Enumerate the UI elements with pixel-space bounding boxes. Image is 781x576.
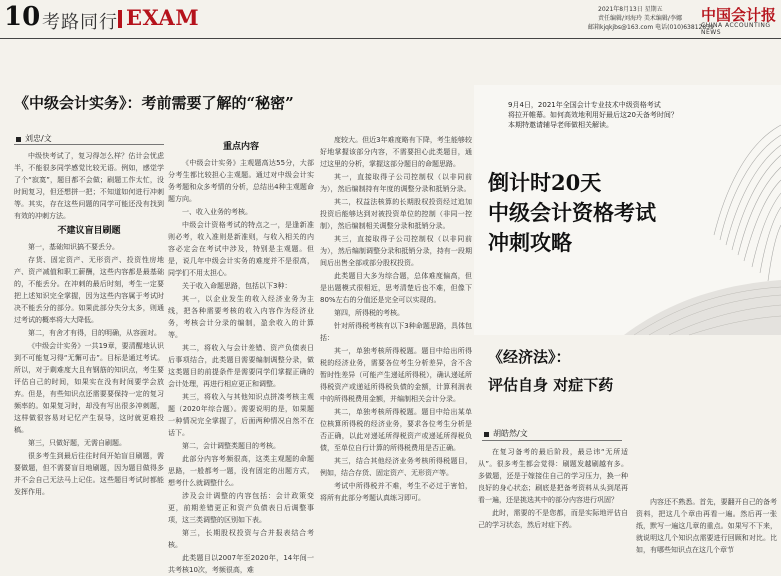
paragraph: 《中级会计实务》主观题高达55分，大部分考生都比较担心主观题。通过对中级会计实务考题和众多考情的分析，总结出4种主观题命题方向。 [168, 159, 314, 203]
section-heading: 重点内容 [222, 142, 259, 152]
paragraph: 其二，权益法核算的长期股权投资经过追加投资后能够达到对被投资单位的控制（非同一控制），然后编制相关调整分录和抵销分录。 [320, 198, 472, 230]
section-name-en: EXAM [126, 5, 200, 30]
paragraph: 关于收入命题思路，包括以下3种： [182, 282, 292, 290]
paragraph: 第三，只做好题，无需自刷题。 [28, 439, 126, 447]
paragraph: 《中级会计实务》一共19章，要清醒地认识到不可能复习得“无懈可击”。目标是通过考试。所以，对于剩难度大且有钢筋的知识点，考生要评估自己的时间，如果实在没有时间要学会放弃。但是，有些知识点还需要要保持一定的复习频率的。如果复习时，却没有写出很多冲刺题，这样做很容易对记忆产生误导，这时就更难投稿。 [14, 342, 164, 434]
byline-rule [482, 440, 622, 441]
newspaper-logo: 中国会计报 [701, 6, 777, 24]
article1-column-1 [14, 150, 164, 564]
paragraph: 针对所得税考核有以下3种命题思路，具体包括： [320, 322, 472, 342]
section-heading: 不建议盲目刷题 [57, 226, 121, 236]
article3-title: 《经济法》： [488, 348, 571, 366]
paragraph: 其三，将收入与其他知识点拼凑考核主观题（2020年综合题）。需要说明的是，如果题一种情况完全掌握了，后面两种情况自然不在话下。 [168, 393, 314, 437]
paragraph: 很多考生到最后往往时间开始盲目刷题，需要做题，但不需要盲目地刷题，因为题目做得多并不会自己无法马上记住。这些题目考试时都能发挥作用。 [14, 452, 164, 496]
contact-line: 邮箱kjqkjbs@163.com 电话(010)63812839 [588, 24, 714, 31]
byline-rule [14, 144, 164, 145]
paragraph: 其一，直接取得子公司控制权（以非同前为），然后编制持有年度的调整分录和抵销分录。 [320, 173, 472, 193]
paragraph: 第二，会计调整类题目的考核。 [182, 442, 280, 450]
paragraph: 考试中所得税并不难，考生不必过于害怕，将所有此部分考题认真练习即可。 [320, 482, 472, 502]
paragraph: 此类题目大多为综合题，总体难度偏高，但是出题模式很相近，思考清楚后也不难，但像下80%左右的分值还是完全可以实现的。 [320, 272, 472, 304]
section-name: 考路同行 [42, 12, 118, 33]
newspaper-logo-en: CHINA ACCOUNTING NEWS [701, 22, 771, 36]
paragraph: 其二，将收入与会计差错、资产负债表日后事项结合，此类题目需要编制调整分录，做这类题目的前提条件是需要同学们掌握正确的会计处理，再进行相应更正和调整。 [168, 344, 314, 388]
article3-byline: 胡皓然/文 [493, 429, 528, 438]
section-divider-bar [118, 10, 122, 28]
page-number: 10 [4, 2, 41, 32]
byline-square-icon [16, 137, 21, 142]
paragraph: 其一，以企业发生的收入经济业务为主线，把各种需要考核的收入内容作为经济业务，考核会计分录的编制，盈余收入的计算等。 [168, 295, 314, 339]
issue-date: 2021年8月13日 星期五 [598, 6, 663, 13]
article3-column-2 [636, 496, 777, 564]
paragraph: 第四，所得税的考核。 [334, 309, 404, 317]
paragraph: 一、收入业务的考核。 [182, 208, 252, 216]
paragraph: 内容还不熟悉。首先，要翻开自己的备考资料，把这几个章由再看一遍。然后再一张纸，默写一遍这几章的重点。如果写不下来，就说明这几个知识点需要进行回顾和对比。比如，有哪些知识点在这几个章节 [636, 498, 777, 554]
article1-title: 《中级会计实务》：考前需要了解的“秘密” [14, 94, 294, 112]
paragraph: 度较大。但近3年难度略有下降，考生能够较好地掌握该部分内容，不需要担心此类题目，通过这里的分析，掌握这部分题目的命题思路。 [320, 136, 472, 168]
paragraph: 中级会计资格考试的特点之一，是逢新准则必考，收入准则是新准则，与收入相关的内容必定会在考试中涉及，特别是主观题。但是，说几年中级会计实务的难度并不是很高，同学们不用太担心。 [168, 221, 314, 277]
paragraph: 此时，需要的不是您都，而是实际地评估自己的学习状态，然后对症下药。 [478, 509, 628, 529]
paragraph: 第一，基础知识搞不要丢分。 [28, 243, 119, 251]
paragraph: 第二，有舍才有得，目的明确，从容面对。 [28, 329, 161, 337]
paragraph: 其一，单独考核所得税题。题目中给出所得税的经济业务，需要各位考生分析差异，含不含暂时性差异（可能产生递延所得税），确认递延所得税资产或递延所得税负债的金额，计算利润表中的所得税费用金额，并编制相关会计分录。 [320, 347, 472, 403]
paragraph: 其三，结合其他经济业务考核所得税题目，例如，结合存货、固定资产、无形资产等。 [320, 457, 472, 477]
article1-column-3 [320, 134, 472, 564]
paragraph: 涉及会计调整的内容包括：会计政策变更，前期差错更正和资产负债表日后调整事项，这三类调整的区别如下表。 [168, 492, 314, 524]
editors-line: 责任编辑/刘海玲 美术编辑/李娜 [598, 15, 682, 22]
paragraph: 其二，单独考核所得税题。题目中给出某单位核算所得税的经济业务，要求各位考生分析是否正确，以此对递延所得税资产或递延所得税负债，至单位自行计算的所得税费用是否正确。 [320, 408, 472, 452]
article1-column-2 [168, 138, 314, 574]
paragraph: 此部分内容考频很高，这类主观题的命题思路，一般都考一题，没有固定的出题方式，想考什么就调整什么。 [168, 455, 314, 487]
paragraph: 第三，长期股权投资与合并报表结合考核。 [168, 529, 314, 549]
feature-intro-text: 9月4日，2021年全国会计专业技术中级资格考试 将拉开帷幕。如何高效地利用好最后这20天备考时间？ 本期特邀请辅导老师做相关解读。 [508, 101, 678, 129]
feature-headline: 倒计时20天 中级会计资格考试 冲刺攻略 [488, 170, 656, 255]
article1-byline: 刘忠/文 [25, 134, 52, 143]
article3-subtitle: 评估自身 对症下药 [488, 376, 614, 394]
article3-column-1 [478, 446, 628, 564]
byline-square-icon [484, 432, 489, 437]
paragraph: 中级快考试了，复习得怎么样？估计会忧虑半，不能很多同学感觉比较无语。例如，感觉学了个“寂寞”，题目都不会做；刷题工作太忙，没时间复习，但还想拼一把；不知道如何进行冲刺等。其实，存在这些问题的同学可能还没有找到有效的冲刺方法。 [14, 152, 164, 220]
header-rule [0, 38, 781, 39]
paragraph: 此类题目以2007年至2020年，14年间一共考核10次，考频很高，难 [168, 554, 314, 574]
paragraph: 其三，直接取得子公司控制权（以非同前为），然后编制调整分录和抵销分录，持有一段期间后出售全部或部分股权投资。 [320, 235, 472, 267]
paragraph: 在复习备考的最后阶段，最忌讳“无所适从”。很多考生都会觉得：刷题发越刷越有多。多做题，还是于嫁接住自己的学习压力，换一种良好的身心状态；刷底是把备考资料从头到尾再看一遍，还是挑选其中的部分内容进行巩固？ [478, 448, 628, 504]
paragraph: 存货、固定资产、无形资产、投资性房地产、资产减值和职工薪酬，这些内容都是最基础的，不能丢分。在冲刺的最后时刻，考生一定要把上述知识完全掌握，因为这些内容属于考试时决不能丢分的部分。如果此部分失分太多，则通过考试的概率将大大降低。 [14, 256, 164, 324]
